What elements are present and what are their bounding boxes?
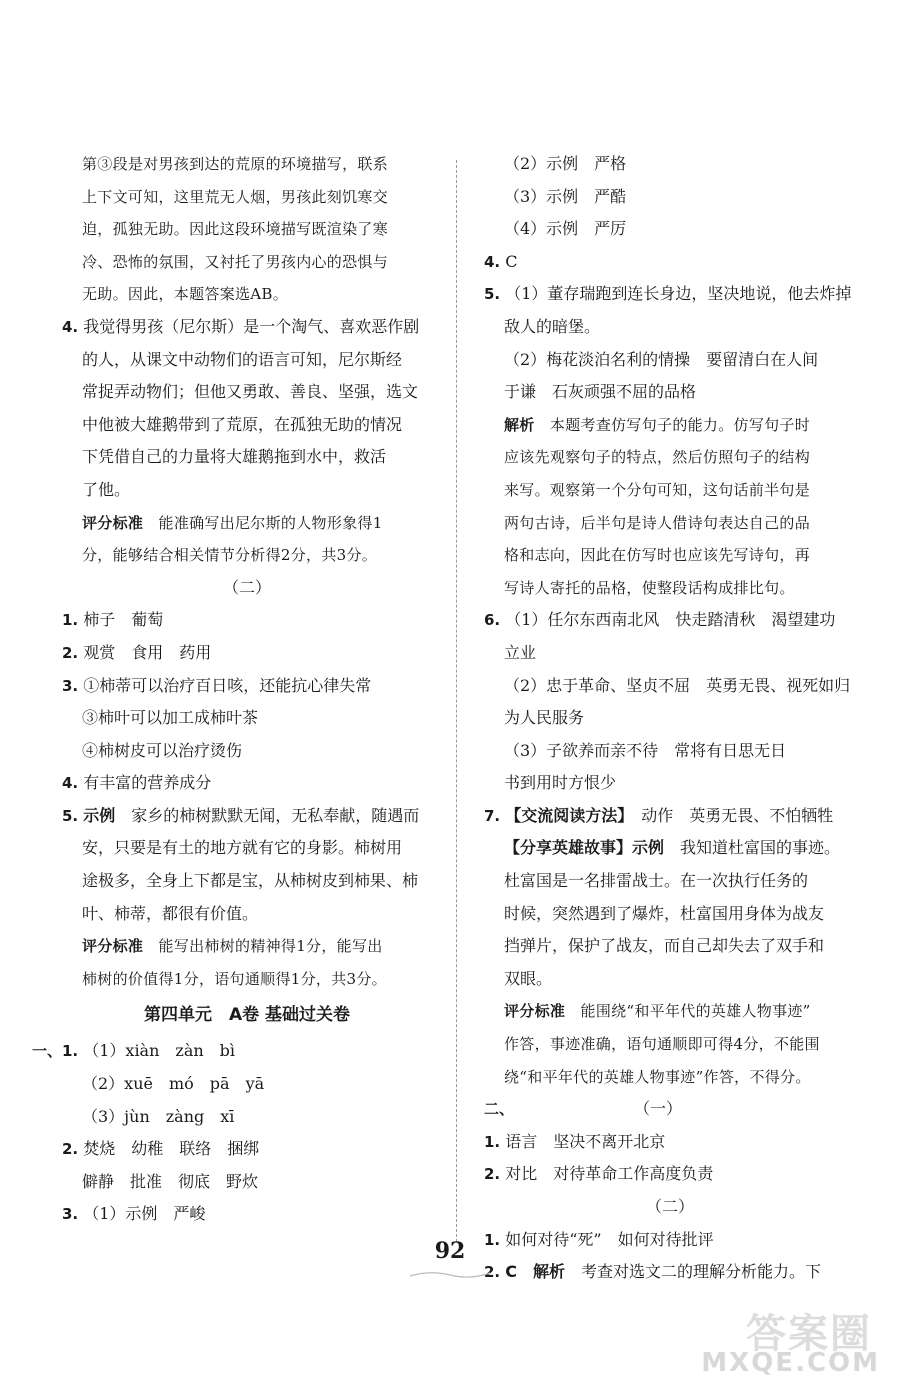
- question-number: 4.: [62, 774, 79, 793]
- answer-text: （二）: [645, 1197, 694, 1216]
- answer-line: [62, 181, 432, 214]
- answer-text: 能写出柿树的精神得1分，能写出: [158, 937, 383, 956]
- answer-line: [484, 148, 856, 181]
- answer-text: （二）: [222, 577, 271, 597]
- answer-line: [484, 637, 856, 670]
- answer-text: 杜富国是一名排雷战士。在一次执行任务的: [504, 871, 809, 891]
- answer-text: 双眼。: [504, 968, 553, 988]
- answer-line: [484, 963, 856, 996]
- answer-line: [484, 1126, 856, 1159]
- answer-line: [484, 311, 856, 344]
- question-number: 7.: [484, 806, 501, 825]
- answer-text: 第③段是对男孩到达的荒原的环境描写，联系: [82, 155, 389, 173]
- answer-text: （3）jùn zàng xī: [82, 1106, 235, 1126]
- question-number: 4.: [62, 317, 79, 336]
- answer-text: 时候，突然遇到了爆炸，杜富国用身体为战友: [504, 903, 825, 923]
- answer-text: 作答，事迹准确，语句通顺即可得4分，不能围: [504, 1035, 820, 1054]
- answer-text: 柿子 葡萄: [83, 610, 164, 630]
- answer-line: [62, 800, 432, 833]
- answer-line: [62, 507, 432, 540]
- answer-line: [484, 1093, 856, 1126]
- answer-line: [62, 213, 432, 246]
- answer-text: 冷、恐怖的氛围，又衬托了男孩内心的恐惧与: [82, 252, 389, 271]
- answer-line: [62, 898, 432, 931]
- answer-line: [62, 1198, 432, 1231]
- answer-line: [62, 344, 432, 377]
- answer-line: [62, 1166, 432, 1199]
- question-number: 1.: [484, 1230, 501, 1249]
- answer-text: 为人民服务: [504, 708, 585, 728]
- answer-line: [484, 865, 856, 898]
- answer-keyword: 评分标准: [504, 1002, 566, 1021]
- answer-text: C: [505, 251, 518, 271]
- answer-line: [62, 735, 432, 768]
- answer-line: [484, 246, 856, 279]
- answer-text: 来写。观察第一个分句可知，这句话前半句是: [504, 480, 811, 499]
- answer-keyword: 评分标准: [82, 937, 144, 956]
- answer-text: 下凭借自己的力量将大雄鹅拖到水中，救活: [82, 447, 387, 467]
- answer-line: [484, 898, 856, 931]
- answer-text: 僻静 批准 彻底 野炊: [82, 1171, 259, 1191]
- watermark-site: MXQE.COM: [701, 1348, 880, 1378]
- answer-text: 能准确写出尼尔斯的人物形象得1: [158, 513, 383, 532]
- answer-text: 我觉得男孩（尼尔斯）是一个淘气、喜欢恶作剧: [83, 316, 420, 336]
- answer-text: 能围绕“和平年代的英雄人物事迹”: [580, 1002, 811, 1021]
- answer-keyword: 评分标准: [82, 513, 144, 532]
- answer-text: （1）xiàn zàn bì: [83, 1041, 236, 1061]
- answer-text: 挡弹片，保护了战友，而自己却失去了双手和: [504, 936, 825, 956]
- answer-text: ①柿蒂可以治疗百日咳，还能抗心律失常: [83, 675, 372, 695]
- answer-text: ③柿叶可以加工成柿叶茶: [82, 708, 259, 728]
- answer-line: [62, 832, 432, 865]
- answer-text: 了他。: [82, 479, 131, 499]
- answer-line: [484, 702, 856, 735]
- answer-line: [484, 572, 856, 605]
- answer-text: 本题考查仿写句子的能力。仿写句子时: [549, 415, 811, 434]
- answer-text: 对比 对待革命工作高度负责: [505, 1164, 714, 1184]
- answer-text: （3）示例 严酷: [504, 186, 627, 206]
- answer-text: （1）任尔东西南北风 快走踏清秋 渴望建功: [505, 610, 836, 630]
- answer-text: 分，能够结合相关情节分析得2分，共3分。: [82, 546, 378, 565]
- answer-text: 考查对选文二的理解分析能力。下: [581, 1262, 822, 1282]
- unit-title: 第四单元 A卷 基础过关卷: [143, 1005, 351, 1026]
- answer-line: [484, 767, 856, 800]
- answer-text: （1）董存瑞跑到连长身边，坚决地说，他去炸掉: [505, 284, 852, 304]
- answer-line: [62, 767, 432, 800]
- question-number: 1.: [484, 1132, 501, 1151]
- answer-text: 上下文可知，这里荒无人烟，男孩此刻饥寒交: [82, 187, 389, 206]
- answer-text: 于谦 石灰顽强不屈的品格: [504, 382, 697, 402]
- answer-line: [62, 637, 432, 670]
- answer-line: [484, 930, 856, 963]
- answer-text: 写诗人寄托的品格，使整段话构成排比句。: [504, 578, 795, 597]
- answer-text: 如何对待“死” 如何对待批评: [505, 1229, 714, 1249]
- question-number: 3.: [62, 1205, 79, 1224]
- answer-line: [62, 539, 432, 572]
- answer-text: （1）示例 严峻: [83, 1204, 206, 1224]
- answer-text: 立业: [504, 642, 537, 662]
- question-number: 一、1.: [32, 1042, 79, 1061]
- answer-text: 柿树的价值得1分，语句通顺得1分，共3分。: [82, 969, 387, 988]
- answer-line: [62, 670, 432, 703]
- answer-text: 焚烧 幼稚 联络 捆绑: [83, 1139, 260, 1159]
- answer-line: [62, 311, 432, 344]
- answer-text: （一）: [634, 1099, 683, 1119]
- answer-text: 两句古诗，后半句是诗人借诗句表达自己的品: [504, 513, 811, 532]
- answer-line: [62, 930, 432, 963]
- answer-line: [484, 278, 856, 311]
- answer-text: 途极多，全身上下都是宝，从柿树皮到柿果、柿: [82, 871, 419, 891]
- answer-line: [62, 604, 432, 637]
- answer-line: [62, 1101, 432, 1134]
- answer-keyword: C 解析: [505, 1262, 565, 1282]
- answer-text: 语言 坚决不离开北京: [505, 1131, 666, 1151]
- answer-text: 敌人的暗堡。: [504, 316, 601, 336]
- answer-line: [62, 148, 432, 181]
- answer-text: （2）xuē mó pā yā: [82, 1074, 265, 1094]
- answer-text: （2）梅花淡泊名利的情操 要留清白在人间: [504, 349, 819, 369]
- answer-line: [484, 1028, 856, 1061]
- page-number: 92: [434, 1238, 466, 1264]
- answer-text: 无助。因此，本题答案选AB。: [82, 285, 289, 304]
- answer-text: 叶、柿蒂，都很有价值。: [82, 903, 259, 923]
- answer-line: [62, 1068, 432, 1101]
- answer-line: [484, 604, 856, 637]
- answer-text: 格和志向，因此在仿写时也应该先写诗句，再: [504, 546, 811, 565]
- answer-line: [62, 572, 432, 605]
- answer-line: [62, 963, 432, 996]
- answer-line: [484, 441, 856, 474]
- answer-keyword: 解析: [504, 415, 535, 434]
- question-number: 2.: [62, 643, 79, 662]
- answer-line: [62, 409, 432, 442]
- question-number: 二、: [484, 1100, 515, 1119]
- answer-line: [484, 995, 856, 1028]
- question-number: 4.: [484, 252, 501, 271]
- answer-text: （2）示例 严格: [504, 154, 627, 173]
- answer-text: 安，只要是有土的地方就有它的身影。柿树用: [82, 838, 403, 858]
- answer-text: （4）示例 严厉: [504, 219, 627, 239]
- left-column: [32, 148, 432, 1231]
- answer-text: 有丰富的营养成分: [83, 773, 212, 793]
- answer-text: 常捉弄动物们；但他又勇敢、善良、坚强，选文: [82, 382, 419, 402]
- answer-line: [484, 539, 856, 572]
- question-number: 5.: [62, 806, 79, 825]
- question-number: 1.: [62, 611, 79, 630]
- answer-text: ④柿树皮可以治疗烫伤: [82, 740, 243, 760]
- answer-line: [62, 441, 432, 474]
- answer-line: [484, 376, 856, 409]
- answer-line: [484, 474, 856, 507]
- answer-line: [62, 702, 432, 735]
- question-number: 3.: [62, 676, 79, 695]
- column-divider: [456, 160, 457, 1242]
- answer-line: [484, 735, 856, 768]
- answer-text: 观赏 食用 药用: [83, 642, 212, 662]
- answer-line: [62, 1133, 432, 1166]
- watermark-logo: 答案圈: [746, 1311, 872, 1357]
- answer-line: [62, 278, 432, 311]
- answer-line: [32, 1035, 432, 1068]
- page-number-ornament: [405, 1268, 495, 1280]
- answer-text: 中他被大雄鹅带到了荒原，在孤独无助的情况: [82, 414, 403, 434]
- question-number: 2.: [484, 1263, 501, 1282]
- answer-line: [484, 670, 856, 703]
- answer-line: [484, 409, 856, 442]
- right-column: [484, 148, 856, 1289]
- answer-line: [484, 800, 856, 833]
- question-number: 5.: [484, 285, 501, 304]
- question-number: 2.: [62, 1140, 79, 1159]
- answer-line: [484, 1061, 856, 1094]
- answer-text: 绕“和平年代的英雄人物事迹”作答，不得分。: [504, 1067, 811, 1086]
- answer-line: [484, 344, 856, 377]
- answer-line: [62, 246, 432, 279]
- answer-line: [484, 1191, 856, 1224]
- answer-text: 迫，孤独无助。因此这段环境描写既渲染了寒: [82, 220, 389, 239]
- answer-text: 动作 英勇无畏、不怕牺牲: [641, 805, 834, 825]
- answer-text: （2）忠于革命、坚贞不屈 英勇无畏、视死如归: [504, 675, 851, 695]
- answer-keyword: 【分享英雄故事】示例: [504, 838, 665, 858]
- answer-text: 的人，从课文中动物们的语言可知，尼尔斯经: [82, 349, 403, 369]
- answer-line: [484, 1158, 856, 1191]
- answer-line: [62, 474, 432, 507]
- answer-line: [484, 213, 856, 246]
- answer-text: 应该先观察句子的特点，然后仿照句子的结构: [504, 448, 811, 467]
- answer-line: [484, 832, 856, 865]
- question-number: 6.: [484, 611, 501, 630]
- answer-keyword: 【交流阅读方法】: [505, 805, 626, 825]
- answer-line: [484, 507, 856, 540]
- answer-text: （3）子欲养而亲不待 常将有日思无日: [504, 740, 787, 760]
- answer-line: [484, 181, 856, 214]
- question-number: 2.: [484, 1165, 501, 1184]
- answer-line: [62, 376, 432, 409]
- answer-keyword: 示例: [83, 805, 116, 825]
- answer-text: 书到用时方恨少: [504, 773, 617, 793]
- answer-text: 我知道杜富国的事迹。: [680, 838, 841, 858]
- answer-line: [62, 865, 432, 898]
- answer-text: 家乡的柿树默默无闻，无私奉献，随遇而: [131, 805, 420, 825]
